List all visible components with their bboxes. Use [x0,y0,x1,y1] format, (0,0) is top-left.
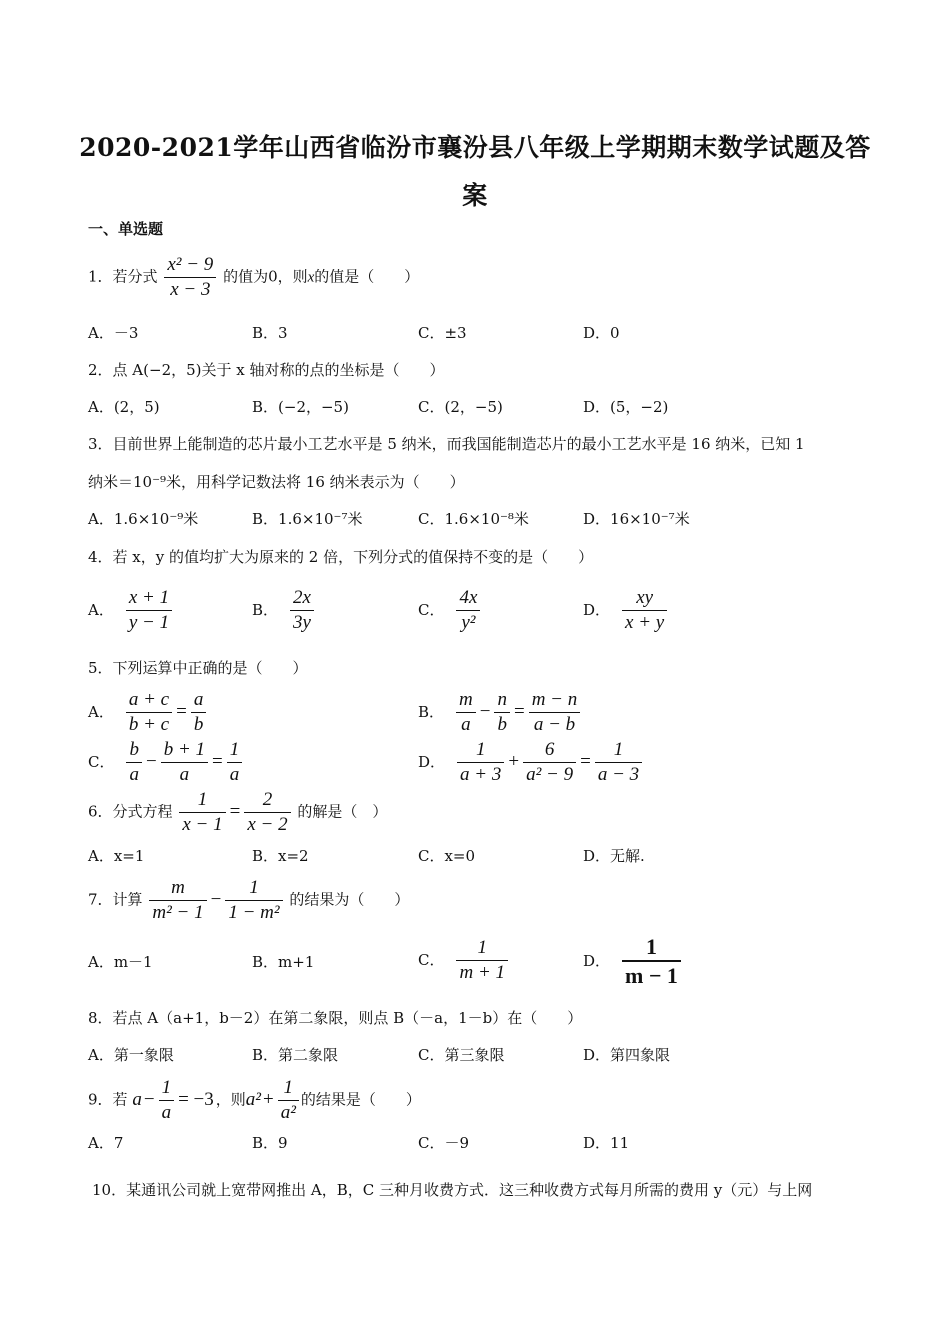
q7-option-c [418,938,510,983]
question-3-line2: 纳米＝10⁻⁹米，用科学记数法将 16 纳米表示为（ ） [88,473,465,491]
q9-frac2 [278,1078,299,1123]
q5-b2-den: b [497,713,507,735]
q5-b3-num: m − n [529,690,581,713]
question-4: 4．若 x，y 的值均扩大为原来的 2 倍，下列分式的值保持不变的是（ ） [88,548,594,566]
q5-c-minus: − [145,751,157,773]
question-6 [88,790,387,835]
q5-b1-den: a [461,713,471,735]
question-2: 2．点 A(−2，5)关于 x 轴对称的点的坐标是（ ） [88,361,445,379]
q9-post: 的结果是（ ） [300,1090,421,1109]
q1-option-d: D．0 [583,324,620,342]
q7-frac2 [225,878,282,923]
q5-d3-num: 1 [595,740,642,763]
q4-c-den: y² [461,611,476,633]
q4-option-a [88,588,174,633]
q6-f1-den: x − 1 [182,813,223,835]
q1-frac-den: x − 3 [170,278,211,300]
q5-c1-den: a [129,763,139,785]
q5-a2-num: a [191,690,207,713]
question-3-line1: 3．目前世界上能制造的芯片最小工艺水平是 5 纳米，而我国能制造芯片的最小工艺水平是 16 纳米，已知 1 [88,435,805,453]
q9-pre: 若 [112,1090,128,1109]
question-8: 8．若点 A（a+1，b－2）在第二象限，则点 B（－a，1－b）在（ ） [88,1009,583,1027]
q5-d3-den: a − 3 [597,763,640,785]
q4-b-den: 3y [293,611,311,633]
q6-f2-num: 2 [244,790,290,813]
q7-d-label: D． [583,952,611,971]
q9-var-a: a [132,1089,142,1111]
q5-c-frac3 [227,740,243,785]
q5-d1-den: a + 3 [460,763,502,785]
q7-d-num: 1 [622,935,681,962]
q7-c-fraction [456,938,508,983]
q9-equals-value: = −3 [178,1089,214,1111]
q7-c-num: 1 [456,938,508,961]
q5-c-frac2 [161,740,208,785]
q1-post: 的值为0，则 [223,267,308,286]
q5-a1-den: b + c [128,713,170,735]
q7-post: 的结果为（ ） [289,890,410,909]
question-1 [88,255,419,300]
q5-d-frac3 [595,740,642,785]
q5-d-frac2 [523,740,576,785]
q5-d-equals: = [580,751,591,773]
q4-c-label: C． [418,601,445,620]
q7-f2-num: 1 [225,878,282,901]
q2-option-a: A．(2，5) [88,398,160,416]
q4-b-label: B． [252,601,279,620]
q7-d-den: m − 1 [625,963,678,989]
q6-frac2 [244,790,290,835]
q1-pre: 若分式 [112,267,158,286]
q5-a-equals: = [176,701,187,723]
q4-d-fraction [622,588,667,633]
q4-c-num: 4x [456,588,480,611]
q9-minus: − [143,1089,155,1111]
q5-c2-den: a [179,763,190,785]
q6-post: 的解是（ ） [297,802,388,821]
q1-var: x [307,269,315,286]
q9-f2-den: a² [280,1101,296,1123]
q4-c-fraction [456,588,480,633]
q5-c3-den: a [229,763,240,785]
question-10: 10．某通讯公司就上宽带网推出 A，B，C 三种月收费方式．这三种收费方式每月所需的费用 y（元）与上网 [92,1181,813,1199]
q9-f2-num: 1 [278,1078,299,1101]
q6-f2-den: x − 2 [247,813,288,835]
q9-option-a: A．7 [88,1134,124,1152]
q3-option-a: A．1.6×10⁻⁹米 [88,510,199,528]
q1-number: 1． [88,267,113,286]
q4-option-c [418,588,482,633]
q8-option-c: C．第三象限 [418,1046,505,1064]
q9-option-b: B．9 [252,1134,288,1152]
q6-f1-num: 1 [179,790,225,813]
section-heading-single-choice: 一、单选题 [88,220,164,238]
doc-title-line2: 案 [462,181,488,210]
q1-frac-num: x² − 9 [164,255,216,278]
q4-b-fraction [290,588,314,633]
q5-b-frac1 [456,690,476,735]
q8-option-b: B．第二象限 [252,1046,339,1064]
q9-plus: + [262,1089,274,1111]
q6-option-a: A．x=1 [88,847,145,865]
q5-d-frac1 [457,740,504,785]
q9-option-d: D．11 [583,1134,630,1152]
q4-d-label: D． [583,601,611,620]
q1-option-a: A．－3 [88,324,139,342]
q5-b2-num: n [494,690,510,713]
question-9 [88,1078,421,1123]
q1-fraction [164,255,216,300]
q7-f1-num: m [149,878,206,901]
q4-option-d [583,588,669,633]
q9-f1-num: 1 [159,1078,175,1101]
q6-equals: = [229,801,241,823]
q5-c-label: C． [88,753,115,772]
q1-option-c: C．±3 [418,324,467,342]
q4-a-num: x + 1 [126,588,172,611]
q6-option-b: B．x=2 [252,847,309,865]
q3-option-d: D．16×10⁻⁷米 [583,510,690,528]
q5-c2-num: b + 1 [161,740,208,763]
q4-a-label: A． [88,601,114,620]
q5-c-equals: = [212,751,223,773]
q5-b3-den: a − b [533,713,576,735]
q7-frac1 [149,878,206,923]
q5-option-b [418,690,582,735]
q8-option-a: A．第一象限 [88,1046,174,1064]
question-7 [88,878,409,923]
q7-number: 7． [88,890,113,909]
q4-d-num: xy [622,588,667,611]
q5-d-plus: + [508,751,520,773]
q8-option-d: D．第四象限 [583,1046,671,1064]
q7-option-d [583,935,683,987]
q7-minus: − [210,889,222,911]
q2-option-b: B．(−2，−5) [252,398,349,416]
q5-a-frac1 [126,690,172,735]
q7-d-fraction [622,935,681,987]
q9-frac1 [159,1078,175,1123]
q2-option-d: D．(5，−2) [583,398,669,416]
q4-option-b [252,588,316,633]
q6-pre: 分式方程 [112,802,173,821]
q5-d1-num: 1 [457,740,504,763]
q9-mid: ，则 [215,1090,246,1109]
q9-a-squared: a² [245,1089,261,1111]
q7-c-den: m + 1 [459,961,506,983]
q7-pre: 计算 [112,890,143,909]
q5-b-frac2 [494,690,510,735]
q1-post2: 的值是（ ） [314,267,420,286]
q5-option-d [418,740,644,785]
question-5: 5．下列运算中正确的是（ ） [88,659,308,677]
q5-b-label: B． [418,703,445,722]
q5-c1-num: b [126,740,142,763]
q5-c3-num: 1 [227,740,243,763]
q6-option-c: C．x=0 [418,847,476,865]
q5-option-a [88,690,208,735]
q5-a2-den: b [193,713,204,735]
q5-d2-num: 6 [523,740,576,763]
q5-option-c [88,740,244,785]
q5-a-label: A． [88,703,114,722]
q9-option-c: C．－9 [418,1134,470,1152]
q7-f1-den: m² − 1 [152,901,204,923]
q6-frac1 [179,790,225,835]
q1-option-b: B．3 [252,324,288,342]
q4-a-den: y − 1 [128,611,170,633]
q5-c-frac1 [126,740,142,785]
q5-b1-num: m [456,690,476,713]
q9-f1-den: a [161,1101,172,1123]
q5-d-label: D． [418,753,446,772]
q4-d-den: x + y [625,611,665,633]
q3-option-c: C．1.6×10⁻⁸米 [418,510,529,528]
q5-a-frac2 [191,690,207,735]
q7-option-a: A．m－1 [88,953,153,971]
q7-f2-den: 1 − m² [228,901,280,923]
q5-b-minus: − [479,701,491,723]
q2-option-c: C．(2，−5) [418,398,503,416]
q5-d2-den: a² − 9 [526,763,574,785]
q4-b-num: 2x [290,588,314,611]
q6-number: 6． [88,802,113,821]
q7-option-b: B．m+1 [252,953,315,971]
doc-title-line1: 2020-2021学年山西省临汾市襄汾县八年级上学期期末数学试题及答 [79,133,871,162]
q5-b-frac3 [529,690,581,735]
q3-option-b: B．1.6×10⁻⁷米 [252,510,363,528]
q4-a-fraction [126,588,172,633]
q9-number: 9． [88,1090,113,1109]
q5-b-equals: = [513,701,525,723]
q7-c-label: C． [418,951,445,970]
q6-option-d: D．无解. [583,847,645,865]
q5-a1-num: a + c [126,690,172,713]
